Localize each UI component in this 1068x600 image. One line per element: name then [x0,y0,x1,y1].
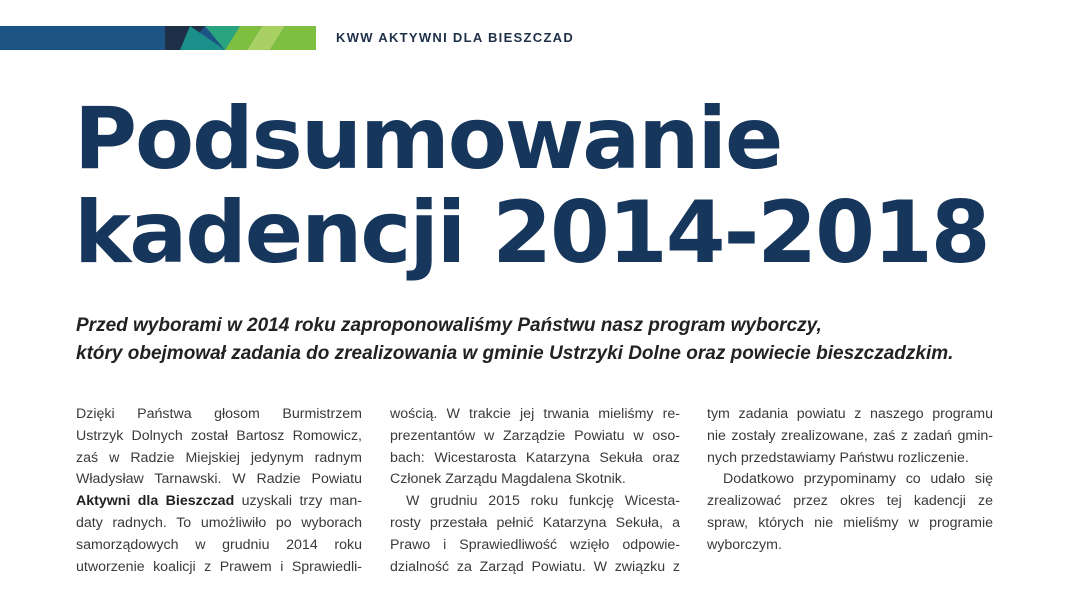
text-line: nie zostały zrealizowane, zaś z zadań gmin- [707,427,993,444]
article-column-3 [707,404,993,557]
text-line: Dodatkowo przypominamy co udało się [723,471,993,488]
text-line: nych przedstawiamy Państwu rozliczenie. [707,449,969,466]
header-color-bar [0,26,316,50]
text-line: zrealizować przez okres tej kadencji ze [707,493,993,510]
page-title-line-1: Podsumowanie [74,89,782,189]
text-line: utworzenie koalicji z Prawem i Sprawiedli- [76,558,362,575]
lead-paragraph [76,312,956,368]
text-fragment: uzyskali trzy man- [234,493,362,510]
text-line: rosty przestała pełnić Katarzyna Sekuła, a [390,514,680,531]
text-line: wyborczym. [707,536,782,553]
lead-line-1: Przed wyborami w 2014 roku zaproponowaliśmy Państwu nasz program wyborczy, [76,315,822,336]
page-title [74,89,989,283]
text-line: dzialność za Zarząd Powiatu. W związku z [390,558,680,575]
article-body [0,404,1068,600]
article-column-2 [390,404,680,578]
text-line: daty radnych. To umożliwiło po wyborach [76,514,362,531]
text-line: W grudniu 2015 roku funkcję Wicesta- [406,493,680,510]
text-line [76,491,362,513]
text-line: zaś w Radzie Miejskiej jedynym radnym [76,449,362,466]
page-title-line-2: kadencji 2014-2018 [74,183,989,283]
text-line: Prawo i Sprawiedliwość wzięło odpowie- [390,536,680,553]
text-line: wością. W trakcie jej trwania mieliśmy re- [390,406,680,422]
text-line: bach: Wicestarosta Katarzyna Sekuła oraz [390,449,680,466]
text-line: prezentantów w Zarządzie Powiatu w oso- [390,427,680,444]
section-label: KWW AKTYWNI DLA BIESZCZAD [336,30,575,45]
text-line: Ustrzyk Dolnych został Bartosz Romowicz, [76,427,362,444]
lead-line-2: który obejmował zadania do zrealizowania w gminie Ustrzyki Dolne oraz powiecie bieszczadzkim. [76,343,954,364]
party-name-bold: Aktywni dla Bieszczad [76,493,235,510]
article-column-1 [76,404,362,578]
text-line: samorządowych w grudniu 2014 roku [76,536,362,553]
text-line: spraw, których nie mieliśmy w programie [707,514,993,531]
text-line: Członek Zarządu Magdalena Skotnik. [390,471,626,488]
text-line: Dzięki Państwa głosom Burmistrzem [76,406,362,422]
text-line: tym zadania powiatu z naszego programu [707,406,993,422]
text-line: Władysław Tarnawski. W Radzie Powiatu [76,471,362,488]
